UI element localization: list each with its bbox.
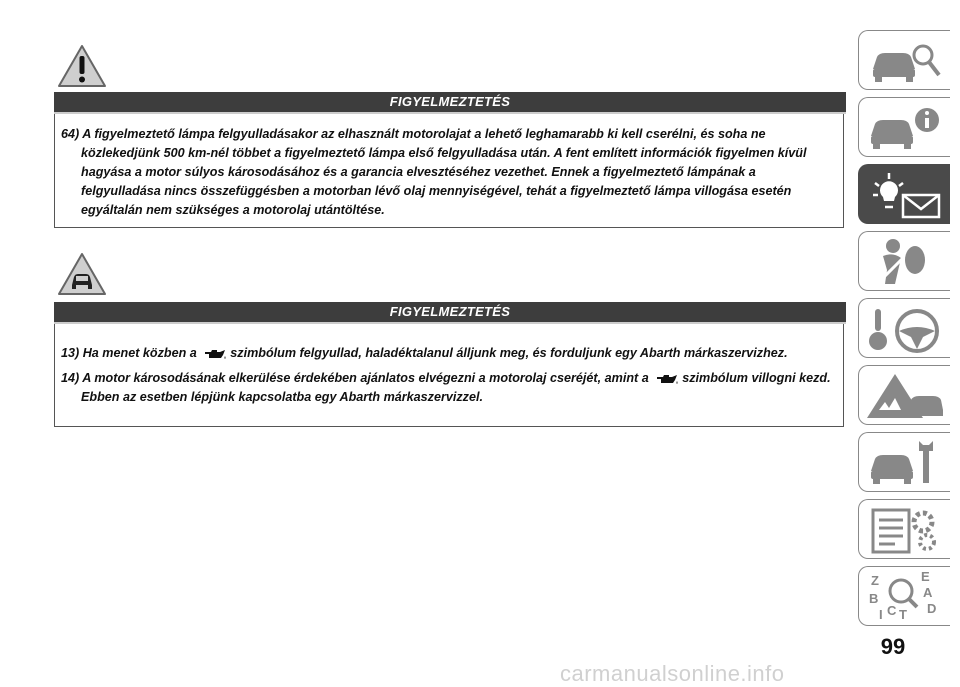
car-search-icon: [865, 35, 945, 87]
oil-pressure-icon: [202, 347, 228, 361]
watermark: carmanualsonline.info: [560, 661, 785, 686]
tab-safety[interactable]: [858, 231, 950, 291]
warning-item: [61, 369, 837, 407]
tab-car-info[interactable]: [858, 97, 950, 157]
car-skid-warning-icon: [57, 252, 107, 296]
steering-wheel-key-icon: [865, 303, 945, 355]
warning-item: [61, 344, 837, 363]
warning-paragraph: 64) A figyelmeztető lámpa felgyulladásakor az elhasznált motorolajat a lehető leghamarabb ki kell cserélni, és soha ne közlekedjünk 500 km-nél többet a figyelmeztető lámpa első felgyulladása után. A fent említett információk figyelmen kívül hagyása a motor súlyos károsodásához és a garancia elvesztéséhez vezethet. Ennek a figyelmeztető lámpának a felgyulladása nincs összefüggésben a motorban lévő olaj mennyiségével, tehát a figyelmeztető lámpa villogása esetén egyáltalán nem szükséges a motorolaj utántöltése.: [61, 127, 807, 217]
tab-maintenance[interactable]: [858, 432, 950, 492]
warning-triangle-icon: [57, 44, 107, 88]
index-letter: A: [923, 585, 933, 600]
index-letter: T: [899, 607, 907, 622]
warning-box: [54, 114, 844, 228]
section-heading: FIGYELMEZTETÉS: [54, 302, 846, 324]
alphabetical-index-icon: [865, 571, 945, 623]
section-heading: FIGYELMEZTETÉS: [54, 92, 846, 114]
car-warning-triangle-icon: [865, 370, 945, 422]
index-letter: B: [869, 591, 879, 606]
oil-pressure-icon: [654, 372, 680, 386]
index-letter: E: [921, 571, 930, 584]
item-text-after: szimbólum felgyullad, haladéktalanul álljunk meg, és forduljunk egy Abarth márkaszervizhez.: [230, 346, 788, 360]
tab-technical-data[interactable]: [858, 499, 950, 559]
index-letter: Z: [871, 573, 879, 588]
tab-index[interactable]: [858, 566, 950, 626]
tab-car-search[interactable]: [858, 30, 950, 90]
item-text-before: 14) A motor károsodásának elkerülése érdekében ajánlatos elvégezni a motorolaj cseréjét, amint a: [61, 371, 649, 385]
tab-starting-driving[interactable]: [858, 298, 950, 358]
page-number: 99: [880, 634, 906, 659]
seatbelt-airbag-icon: [865, 236, 945, 288]
index-letter: D: [927, 601, 937, 616]
warning-box: [54, 324, 844, 427]
item-text-before: 13) Ha menet közben a: [61, 346, 197, 360]
car-info-icon: [865, 102, 945, 154]
warning-light-message-icon: [865, 169, 945, 221]
index-letter: I: [879, 607, 883, 622]
car-wrench-icon: [865, 437, 945, 489]
specifications-gear-icon: [865, 504, 945, 556]
index-letter: C: [887, 603, 897, 618]
tab-emergency[interactable]: [858, 365, 950, 425]
item-text-after: szimbólum villogni kezd. Ebben az esetben lépjünk kapcsolatba egy Abarth márkaszervizzel.: [81, 371, 831, 404]
tab-warning-lights[interactable]: [858, 164, 950, 224]
